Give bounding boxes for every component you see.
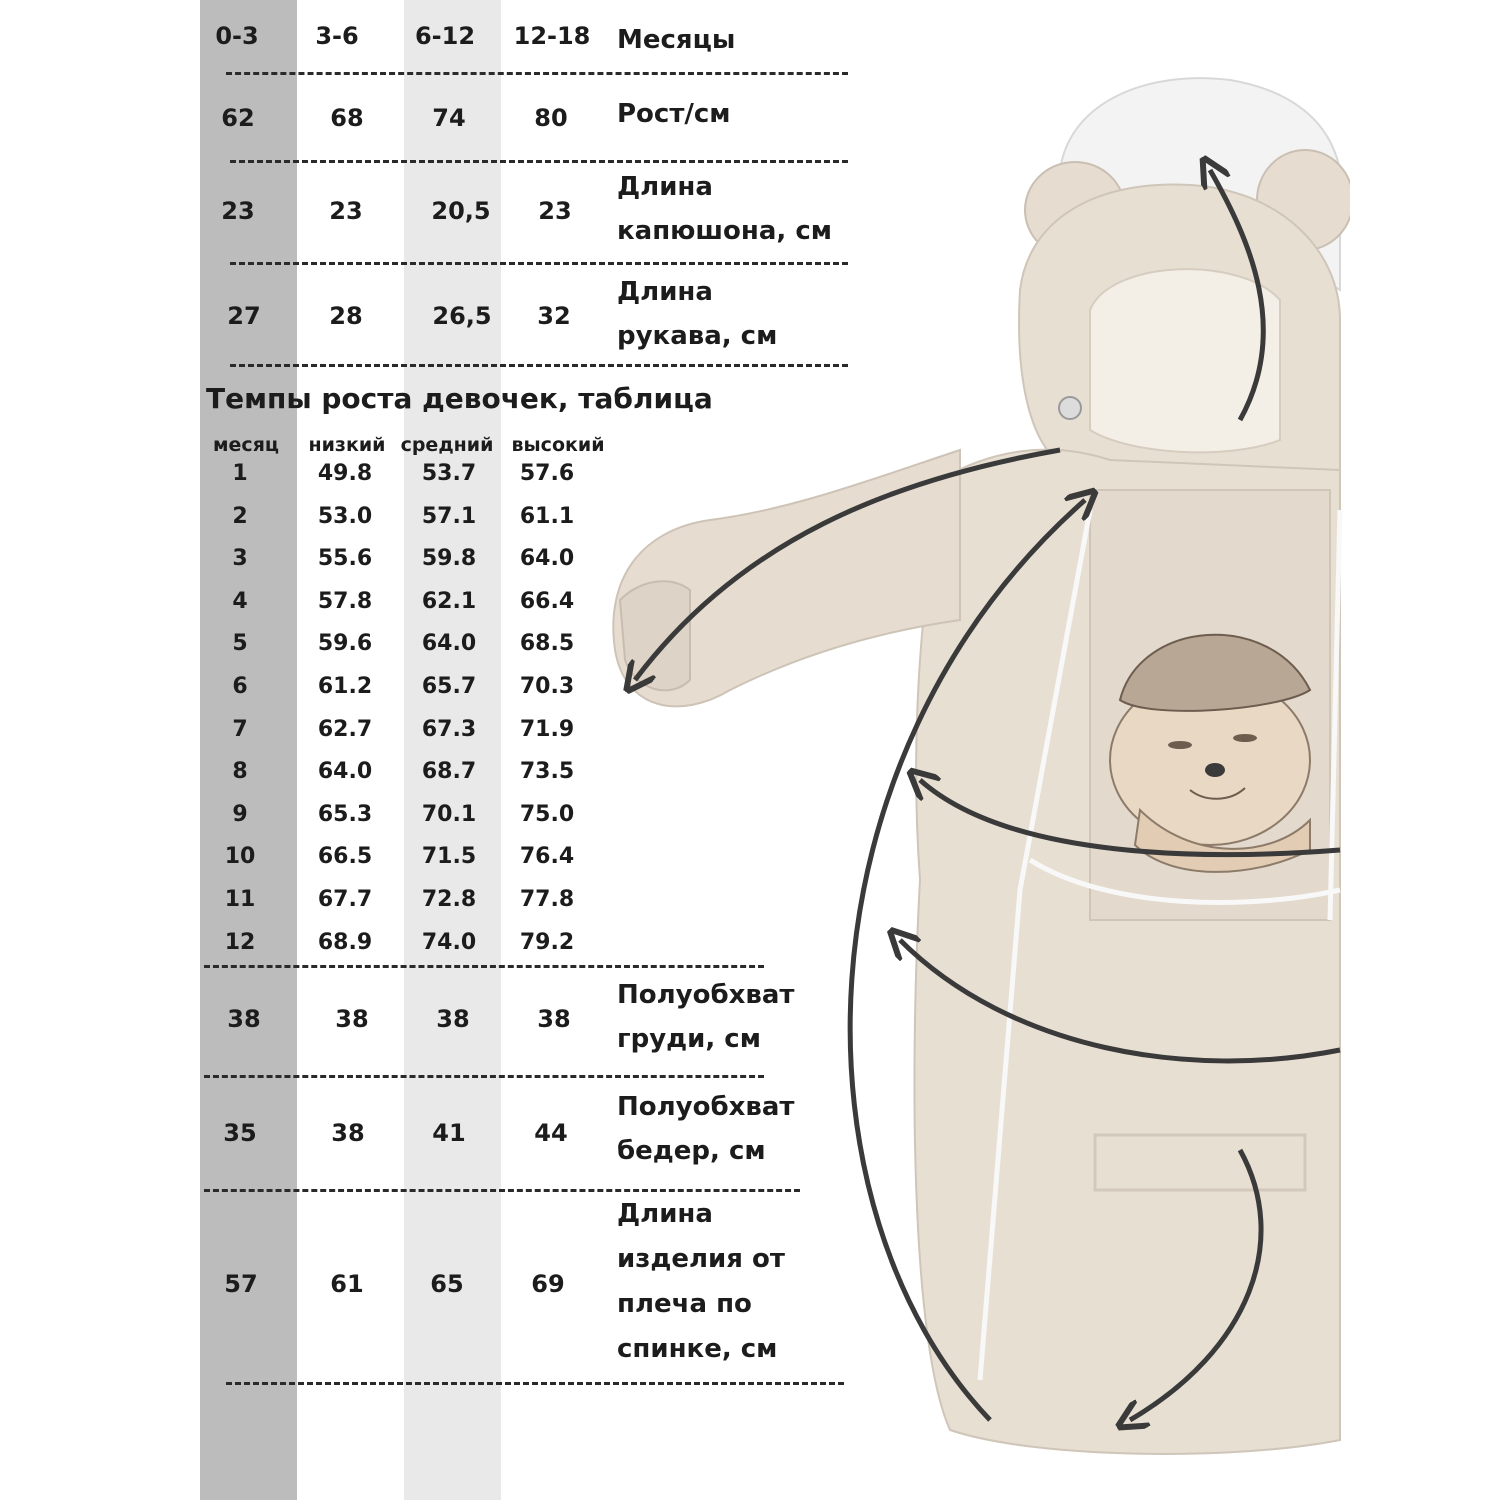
growth-cell-mid: 68.7 [421, 759, 477, 785]
growth-cell-high: 70.3 [519, 674, 575, 699]
growth-cell-mid: 72.8 [421, 887, 477, 912]
growth-cell-high: 61.1 [519, 503, 575, 529]
growth-header-high: высокий [511, 434, 605, 456]
growth-cell-low: 49.8 [317, 461, 373, 486]
length-0-3: 57 [224, 1270, 258, 1298]
sleeve-6-12: 26,5 [432, 302, 492, 330]
growth-cell-month: 2 [232, 503, 248, 529]
growth-cell-mid: 64.0 [421, 631, 477, 657]
growth-cell-month: 7 [232, 716, 248, 742]
hood-label-line-1: Длина [617, 172, 713, 202]
height-12-18: 80 [534, 104, 568, 132]
age-col-0: 0-3 [215, 22, 259, 50]
hips-0-3: 35 [223, 1119, 257, 1147]
growth-cell-high: 73.5 [519, 759, 575, 785]
chest-6-12: 38 [436, 1005, 470, 1033]
hips-label-line-1: Полуобхват [617, 1092, 795, 1122]
length-6-12: 65 [430, 1270, 464, 1298]
growth-cell-mid: 53.7 [421, 461, 477, 486]
divider [204, 1075, 764, 1078]
hood-6-12: 20,5 [431, 197, 491, 225]
growth-cell-mid: 70.1 [421, 801, 477, 827]
hips-12-18: 44 [534, 1119, 568, 1147]
growth-cell-high: 79.2 [519, 929, 575, 955]
chest-3-6: 38 [335, 1005, 369, 1033]
height-0-3: 62 [221, 104, 255, 132]
growth-cell-low: 66.5 [317, 844, 373, 870]
length-label-line-1: Длина [617, 1199, 713, 1229]
growth-cell-high: 76.4 [519, 844, 575, 870]
hips-3-6: 38 [331, 1119, 365, 1147]
growth-cell-low: 67.7 [317, 887, 373, 912]
sleeve-label-line-2: рукава, см [617, 321, 778, 351]
growth-cell-month: 12 [224, 929, 256, 955]
hips-label-line-2: бедер, см [617, 1136, 766, 1166]
growth-cell-month: 3 [232, 546, 248, 572]
growth-cell-low: 64.0 [317, 759, 373, 785]
height-6-12: 74 [432, 104, 466, 132]
growth-cell-month: 9 [232, 801, 248, 827]
sleeve-0-3: 27 [227, 302, 261, 330]
growth-cell-mid: 67.3 [421, 716, 477, 742]
chest-label-line-1: Полуобхват [617, 980, 795, 1010]
length-3-6: 61 [330, 1270, 364, 1298]
age-label: Месяцы [617, 25, 736, 55]
growth-header-low: низкий [308, 434, 386, 456]
divider [230, 160, 848, 163]
length-12-18: 69 [531, 1270, 565, 1298]
growth-cell-mid: 74.0 [421, 929, 477, 955]
divider [226, 1382, 844, 1385]
growth-cell-low: 61.2 [317, 674, 373, 699]
height-label: Рост/см [617, 99, 731, 129]
hood-0-3: 23 [221, 197, 255, 225]
growth-cell-mid: 57.1 [421, 503, 477, 529]
divider [230, 262, 848, 265]
growth-cell-low: 55.6 [317, 546, 373, 572]
growth-cell-mid: 59.8 [421, 546, 477, 572]
growth-cell-low: 53.0 [317, 503, 373, 529]
length-label-line-4: спинке, см [617, 1334, 778, 1364]
divider [204, 965, 764, 968]
length-label-line-3: плеча по [617, 1289, 752, 1319]
height-3-6: 68 [330, 104, 364, 132]
growth-cell-low: 65.3 [317, 801, 373, 827]
growth-cell-month: 11 [224, 887, 256, 912]
growth-cell-mid: 62.1 [421, 588, 477, 614]
growth-cell-high: 64.0 [519, 546, 575, 572]
growth-cell-month: 8 [232, 759, 248, 785]
sleeve-12-18: 32 [537, 302, 571, 330]
growth-cell-high: 57.6 [519, 461, 575, 486]
growth-cell-low: 59.6 [317, 631, 373, 657]
hips-6-12: 41 [432, 1119, 466, 1147]
growth-table-title: Темпы роста девочек, таблица [206, 382, 713, 415]
chest-label-line-2: груди, см [617, 1024, 761, 1054]
chest-0-3: 38 [227, 1005, 261, 1033]
growth-cell-high: 68.5 [519, 631, 575, 657]
hood-12-18: 23 [538, 197, 572, 225]
growth-cell-mid: 65.7 [421, 674, 477, 699]
growth-cell-month: 5 [232, 631, 248, 657]
growth-cell-low: 68.9 [317, 929, 373, 955]
growth-cell-month: 10 [224, 844, 256, 870]
growth-cell-month: 4 [232, 588, 248, 614]
growth-cell-high: 75.0 [519, 801, 575, 827]
growth-cell-low: 62.7 [317, 716, 373, 742]
growth-cell-high: 66.4 [519, 588, 575, 614]
age-col-3: 12-18 [513, 22, 591, 50]
growth-header-mid: средний [400, 434, 494, 456]
hood-3-6: 23 [329, 197, 363, 225]
growth-cell-mid: 71.5 [421, 844, 477, 870]
growth-cell-low: 57.8 [317, 588, 373, 614]
age-col-2: 6-12 [414, 22, 476, 50]
age-col-1: 3-6 [315, 22, 359, 50]
chest-12-18: 38 [537, 1005, 571, 1033]
growth-cell-high: 71.9 [519, 716, 575, 742]
hood-label-line-2: капюшона, см [617, 216, 833, 246]
sleeve-3-6: 28 [329, 302, 363, 330]
growth-cell-month: 6 [232, 674, 248, 699]
growth-header-month: месяц [213, 434, 279, 456]
sleeve-label-line-1: Длина [617, 277, 713, 307]
growth-cell-high: 77.8 [519, 887, 575, 912]
growth-cell-month: 1 [232, 461, 248, 486]
divider [226, 72, 848, 75]
length-label-line-2: изделия от [617, 1244, 785, 1274]
divider [230, 364, 848, 367]
